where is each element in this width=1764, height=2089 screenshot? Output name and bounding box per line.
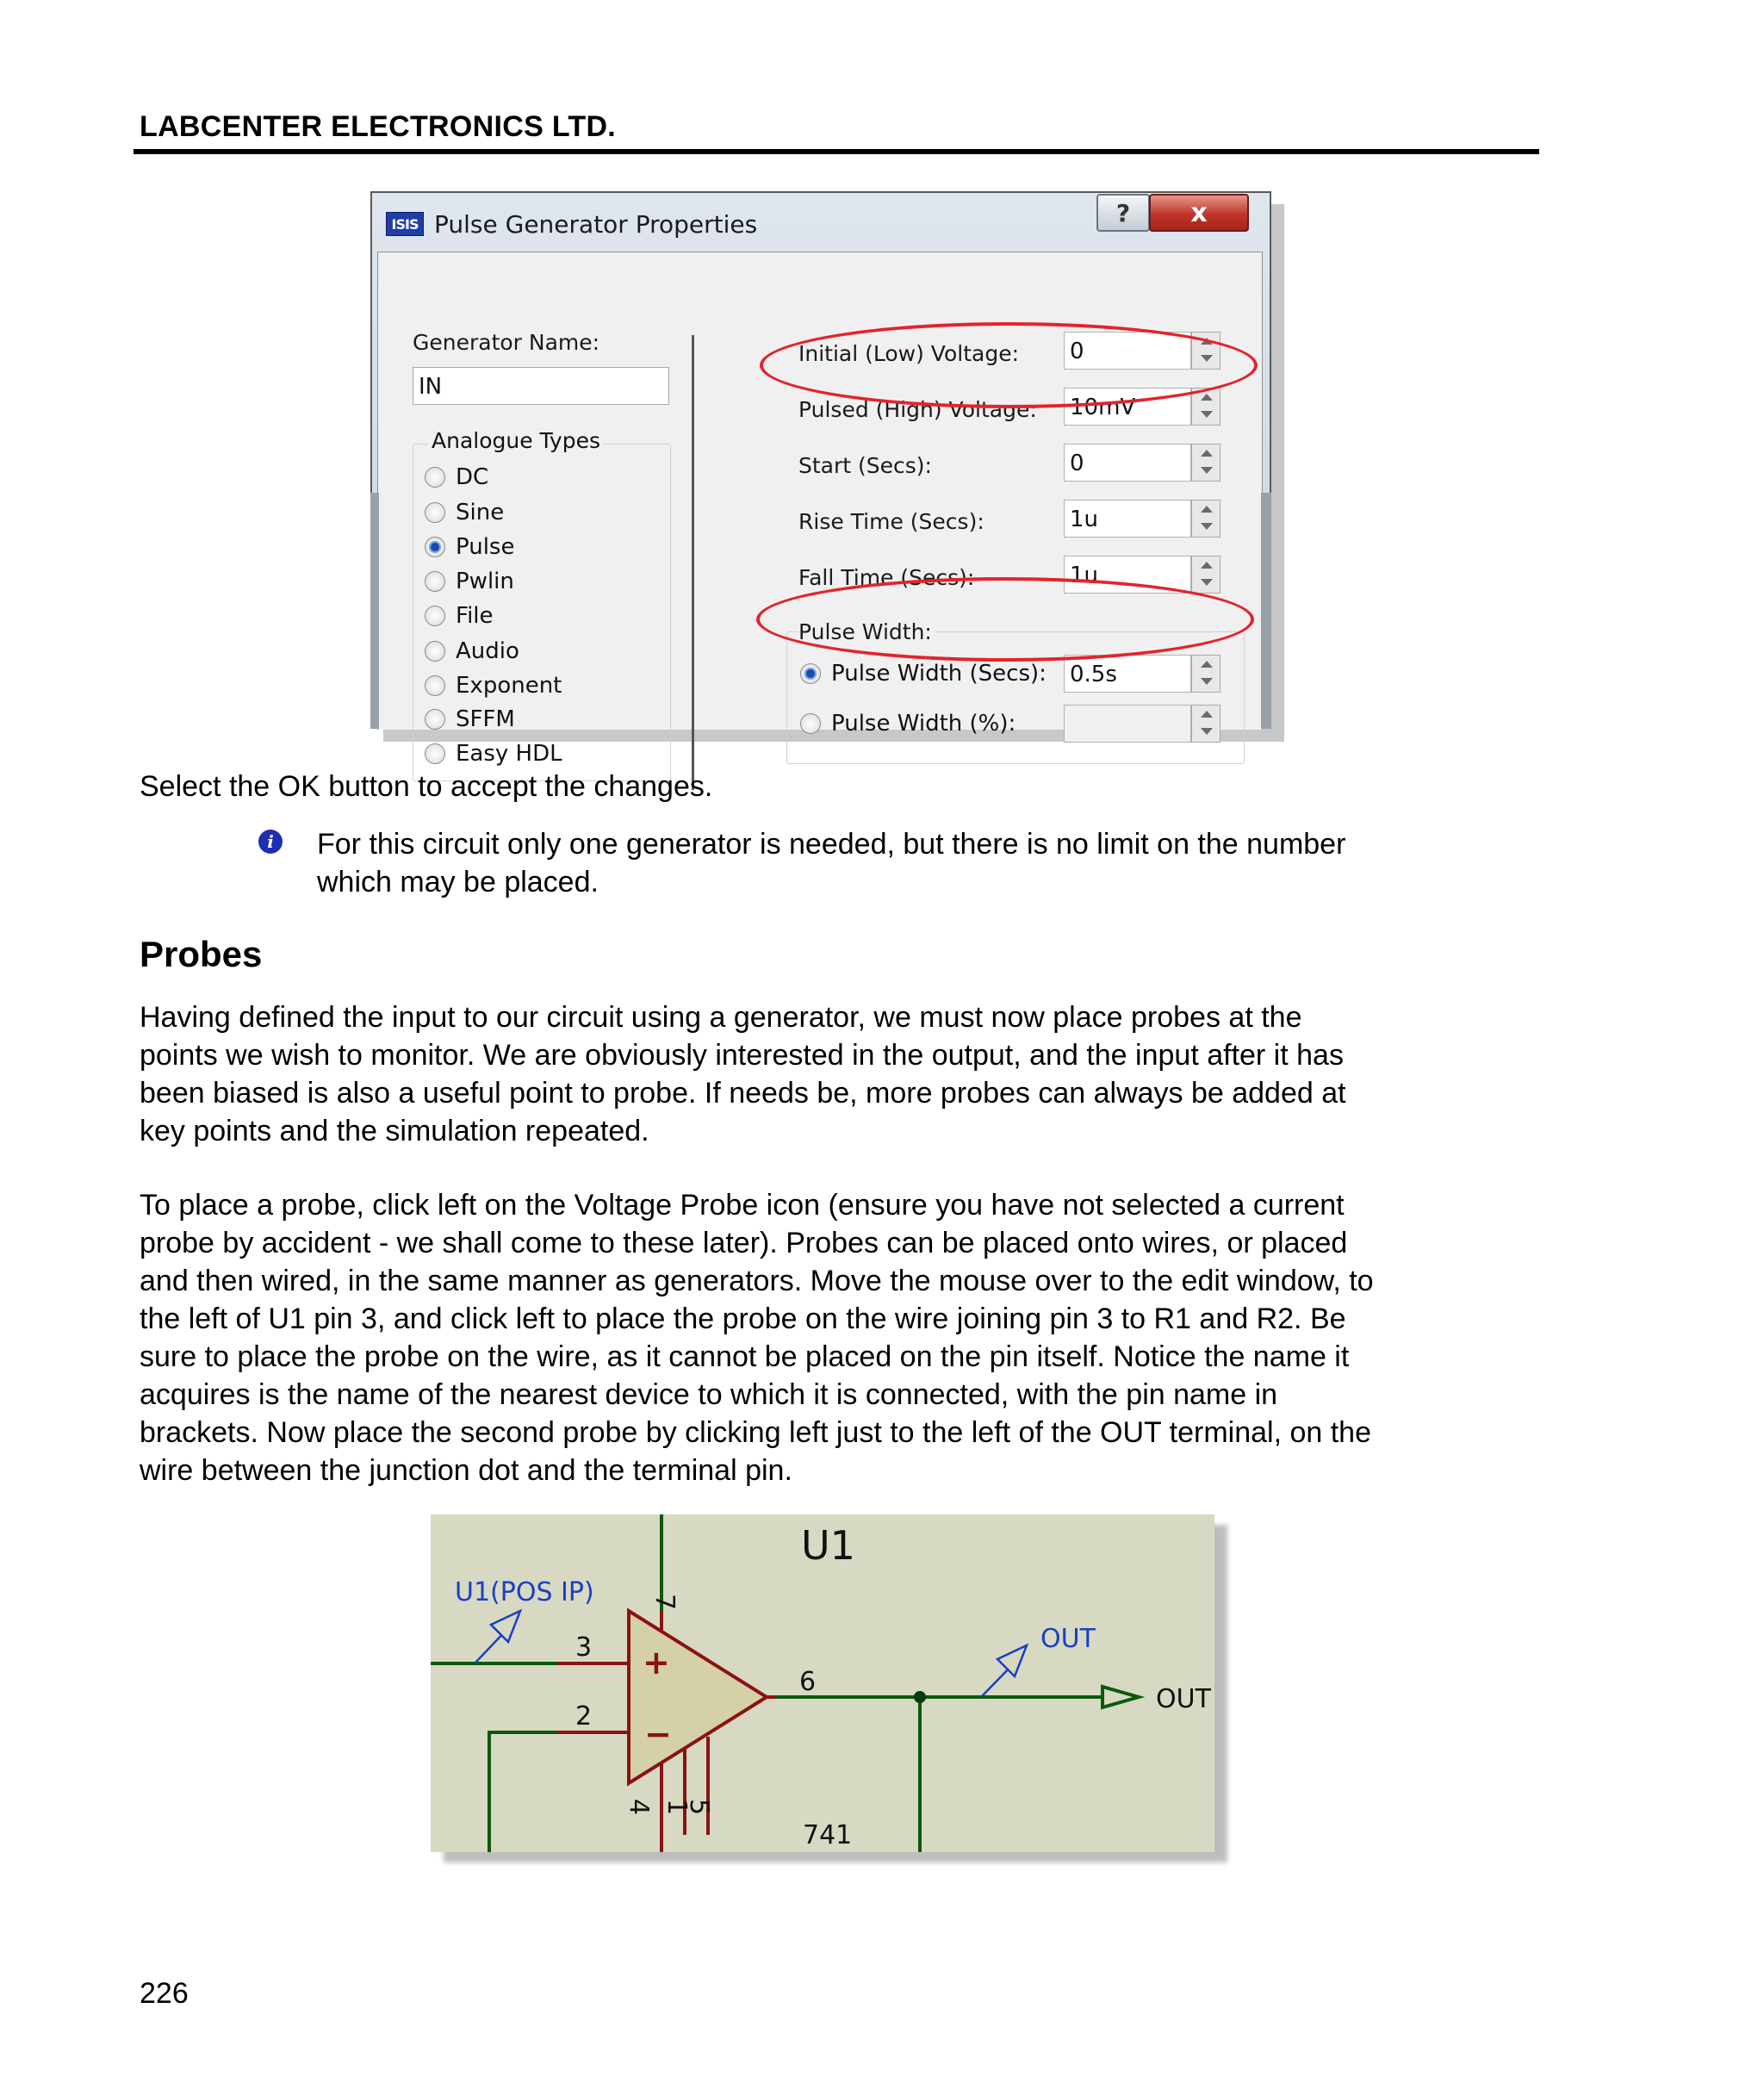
dialog-titlebar (386, 205, 757, 243)
radio-pulse-width-secs[interactable] (800, 661, 1047, 687)
probe-out-label: OUT (1040, 1624, 1096, 1654)
component-ref: U1 (801, 1522, 855, 1569)
schematic-image (431, 1514, 1214, 1852)
pin-number-6: 6 (799, 1667, 817, 1697)
radio-label: Pwlin (456, 569, 514, 594)
pin-number-4: 4 (624, 1799, 654, 1816)
pulsed-voltage-label: Pulsed (High) Voltage: (798, 397, 1037, 422)
terminal-label: OUT (1156, 1684, 1211, 1714)
opamp-body (629, 1611, 767, 1783)
paragraph-line: Having defined the input to our circuit using a generator, we must now place probes at the (140, 1001, 1302, 1034)
minus-sign: − (644, 1715, 672, 1753)
paragraph-line: been biased is also a useful point to probe. If needs be, more probes can always be added at (140, 1077, 1346, 1110)
rise-time-label: Rise Time (Secs): (798, 509, 984, 534)
help-button[interactable]: ? (1096, 194, 1150, 232)
radio-label: Pulse Width (Secs): (831, 661, 1047, 687)
radio-easy-hdl[interactable] (425, 741, 562, 767)
pulse-width-secs-input[interactable]: 0.5s (1064, 655, 1191, 693)
pulse-width-label: Pulse Width: (798, 619, 935, 644)
probe-in-icon (491, 1611, 520, 1642)
pin-number-2: 2 (575, 1701, 593, 1732)
radio-button-selected-icon[interactable] (425, 537, 445, 557)
fall-time-label: Fall Time (Secs): (798, 565, 975, 590)
fall-time-spinner-icon[interactable] (1191, 556, 1221, 594)
dialog-divider (692, 335, 694, 790)
radio-button-icon[interactable] (425, 675, 445, 696)
radio-label: Audio (456, 638, 519, 664)
radio-button-icon[interactable] (425, 571, 445, 592)
pin-number-1: 1 (662, 1799, 692, 1816)
rise-time-input[interactable]: 1u (1064, 500, 1191, 538)
radio-label: Easy HDL (456, 741, 562, 767)
radio-pulse[interactable] (425, 534, 514, 560)
radio-pwlin[interactable] (425, 569, 514, 594)
paragraph-place-probe (140, 1186, 1544, 1489)
close-button[interactable]: x (1149, 194, 1249, 232)
page-number: 226 (140, 1977, 189, 2010)
document-header: LABCENTER ELECTRONICS LTD. (140, 110, 617, 143)
paragraph-line: wire between the junction dot and the terminal pin. (140, 1454, 792, 1487)
radio-button-icon[interactable] (425, 743, 445, 764)
initial-voltage-label: Initial (Low) Voltage: (798, 341, 1020, 366)
wire-pin2 (489, 1732, 558, 1852)
dialog-title: Pulse Generator Properties (434, 209, 758, 239)
paragraph-line: acquires is the name of the nearest device to which it is connected, with the pin name in (140, 1378, 1278, 1411)
paragraph-line: brackets. Now place the second probe by clicking left just to the left of the OUT terminal, on the (140, 1416, 1371, 1449)
radio-label: Pulse (456, 534, 515, 560)
highlight-ellipse-pulse-width (756, 577, 1254, 662)
info-note (317, 825, 1345, 901)
radio-button-icon[interactable] (425, 467, 445, 488)
radio-button-icon[interactable] (425, 502, 445, 523)
radio-sffm[interactable] (425, 706, 515, 732)
info-icon: i (258, 830, 283, 854)
pulsed-voltage-input[interactable]: 10mV (1064, 388, 1191, 426)
analogue-types-label: Analogue Types (428, 428, 604, 453)
junction-dot (914, 1691, 926, 1703)
pin-number-3: 3 (575, 1632, 593, 1663)
pulse-width-secs-spinner-icon[interactable] (1191, 655, 1221, 693)
paragraph-line: To place a probe, click left on the Voltage Probe icon (ensure you have not selected a current (140, 1189, 1345, 1222)
start-secs-label: Start (Secs): (798, 453, 932, 478)
isis-logo-icon: ISIS (386, 212, 424, 236)
paragraph-line: key points and the simulation repeated. (140, 1115, 649, 1147)
radio-label: File (456, 603, 494, 629)
paragraph-line: probe by accident - we shall come to these later). Probes can be placed onto wires, or placed (140, 1227, 1348, 1259)
note-line: For this circuit only one generator is needed, but there is no limit on the number (317, 828, 1346, 861)
highlight-ellipse-pulsed-voltage (760, 322, 1258, 408)
component-part: 741 (803, 1820, 853, 1850)
output-terminal-icon (1102, 1687, 1139, 1707)
paragraph-line: the left of U1 pin 3, and click left to place the probe on the wire joining pin 3 to R1 and R2. Be (140, 1303, 1346, 1335)
fall-time-input[interactable]: 1u (1064, 556, 1191, 594)
paragraph-line: and then wired, in the same manner as generators. Move the mouse over to the edit window, to (140, 1265, 1374, 1297)
rise-time-spinner-icon[interactable] (1191, 500, 1221, 538)
schematic-canvas (431, 1514, 1214, 1852)
plus-sign: + (643, 1644, 670, 1682)
pin-number-5: 5 (684, 1799, 714, 1816)
generator-name-input[interactable]: IN (413, 367, 669, 405)
radio-button-icon[interactable] (425, 641, 445, 662)
radio-button-icon[interactable] (425, 709, 445, 730)
paragraph-line: points we wish to monitor. We are obviously interested in the output, and the input after it has (140, 1039, 1344, 1072)
paragraph-probes-intro (140, 998, 1544, 1150)
radio-label: Exponent (456, 673, 562, 699)
probe-in-label: U1(POS IP) (455, 1577, 594, 1607)
header-rule (134, 149, 1539, 154)
instruction-text: Select the OK button to accept the changes. (140, 770, 713, 803)
dialog-right-border (1261, 493, 1271, 729)
start-secs-input[interactable]: 0 (1064, 444, 1191, 482)
radio-button-icon[interactable] (425, 606, 445, 626)
pin-number-7: 7 (649, 1594, 680, 1611)
radio-dc[interactable] (425, 464, 488, 490)
radio-label: Sine (456, 500, 505, 525)
radio-button-selected-icon[interactable] (800, 663, 821, 684)
dialog-left-border (370, 493, 379, 729)
generator-name-label: Generator Name: (413, 330, 600, 355)
radio-button-icon[interactable] (800, 713, 821, 734)
pulse-width-percent-spinner-icon[interactable] (1191, 705, 1221, 743)
radio-label: SFFM (456, 706, 515, 732)
start-secs-spinner-icon[interactable] (1191, 444, 1221, 482)
probe-out-icon (997, 1645, 1027, 1676)
paragraph-line: sure to place the probe on the wire, as it cannot be placed on the pin itself. Notice the name it (140, 1340, 1350, 1373)
radio-file[interactable] (425, 603, 494, 629)
radio-sine[interactable] (425, 500, 504, 525)
radio-label: Pulse Width (%): (831, 711, 1016, 737)
radio-audio[interactable] (425, 638, 519, 664)
radio-label: DC (456, 464, 489, 490)
radio-exponent[interactable] (425, 673, 562, 699)
pulse-width-percent-input[interactable] (1064, 705, 1191, 743)
note-line: which may be placed. (317, 866, 599, 898)
pulse-generator-dialog (370, 191, 1271, 767)
section-heading: Probes (140, 934, 263, 974)
radio-pulse-width-percent[interactable] (800, 711, 1016, 737)
dialog-client-area (377, 252, 1263, 767)
initial-voltage-input[interactable]: 0 (1064, 332, 1191, 370)
